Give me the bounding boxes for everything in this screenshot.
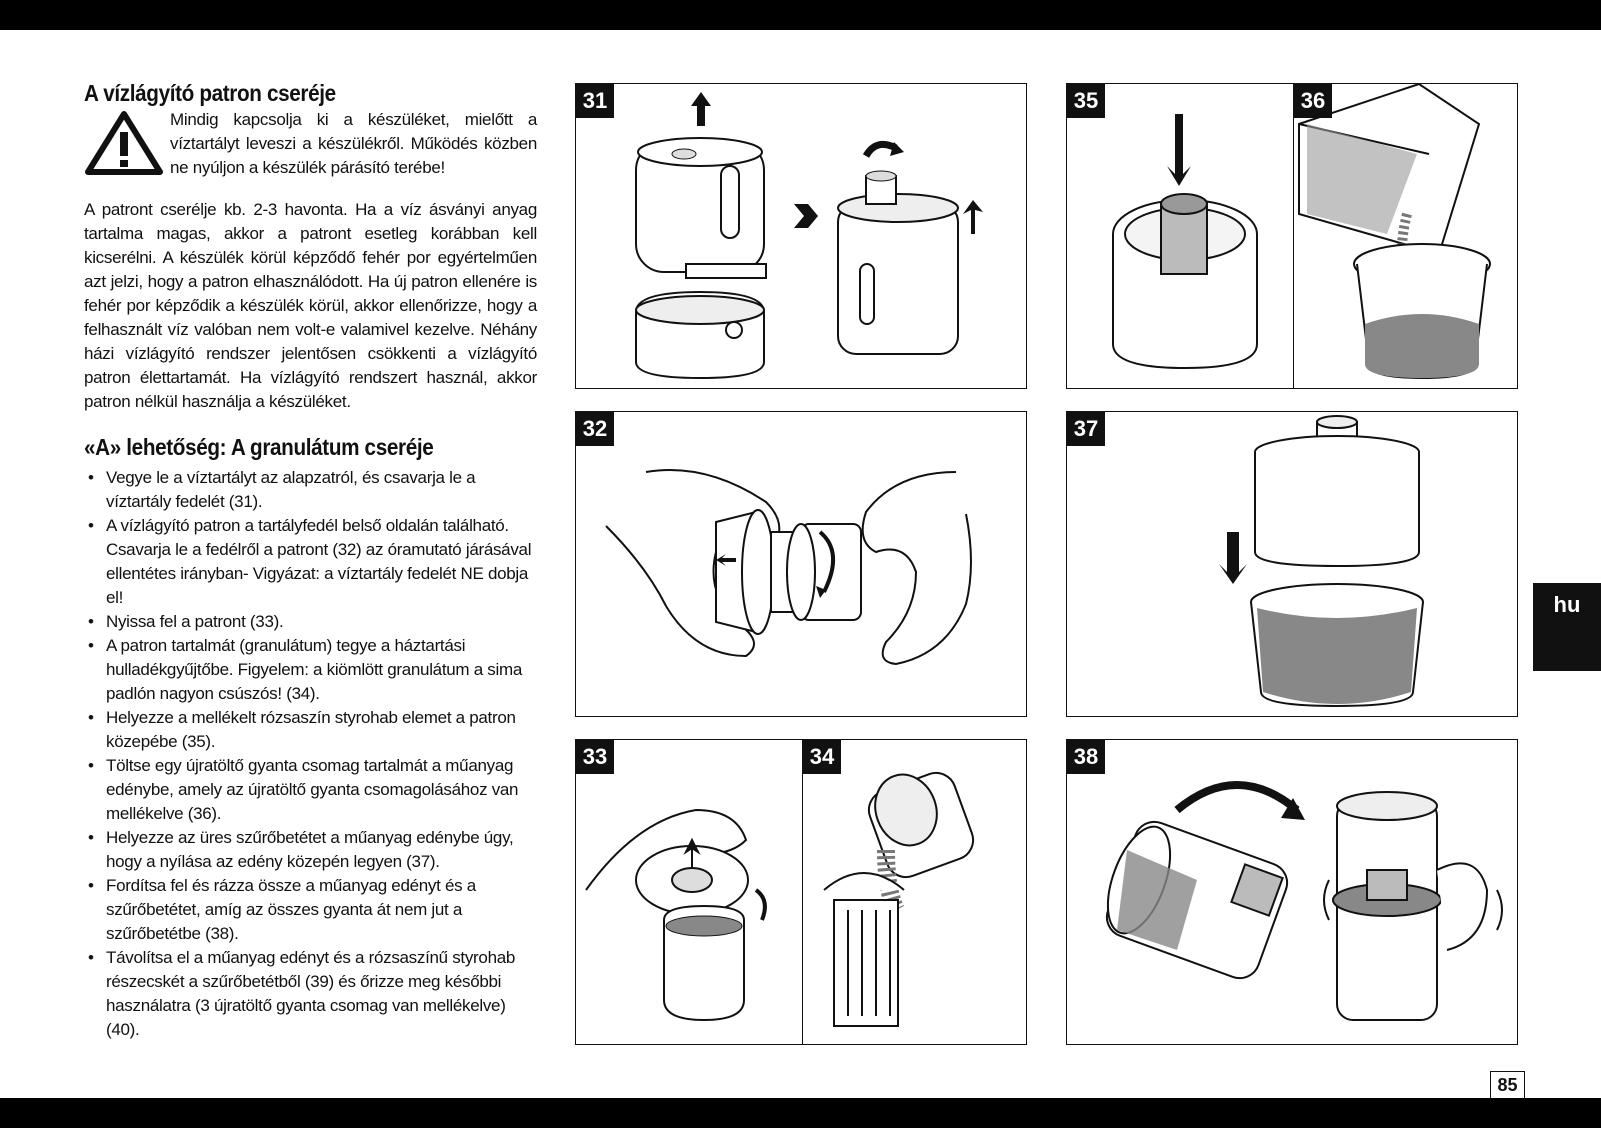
figure-number: 35 — [1067, 84, 1105, 118]
list-item: • Nyissa fel a patront (33). — [84, 610, 537, 634]
figure-number: 31 — [576, 84, 614, 118]
instruction-list — [84, 466, 537, 1042]
figure-number: 36 — [1294, 84, 1332, 118]
figure-number: 37 — [1067, 412, 1105, 446]
figure-number: 34 — [803, 740, 841, 774]
list-item: • Távolítsa el a műanyag edényt és a rózsaszínű styrohab részecskét a szűrőbetétből (39) és őrizze meg későbbi használatra (3 újratöltő gyanta csomag van mellékelve) (40). — [84, 946, 537, 1042]
language-tab: hu — [1533, 583, 1601, 671]
warning-text: Mindig kapcsolja ki a készüléket, mielőtt a víztartályt leveszi a készülékről. Működés közben ne nyúljon a készülék párásító terébe! — [170, 110, 537, 177]
list-item: • Helyezze a mellékelt rózsaszín styrohab elemet a patron közepébe (35). — [84, 706, 537, 754]
list-item: • Töltse egy újratöltő gyanta csomag tartalmát a műanyag edénybe, amely az újratöltő gyanta csomagolásához van mellékelve (36). — [84, 754, 537, 826]
shake-container-illustration — [1067, 740, 1519, 1046]
figure-number: 33 — [576, 740, 614, 774]
place-cartridge-illustration — [1067, 412, 1519, 718]
top-bar — [0, 0, 1601, 30]
page-number: 85 — [1490, 1071, 1525, 1098]
text-column — [84, 78, 537, 1042]
figure-33-34-panel — [575, 739, 1027, 1045]
figure-number: 38 — [1067, 740, 1105, 774]
figure-38-panel — [1066, 739, 1518, 1045]
list-item: • A patron tartalmát (granulátum) tegye a háztartási hulladékgyűjtőbe. Figyelem: a kiömlött granulátum a sima padlón nagyon csúszós! (34). — [84, 634, 537, 706]
list-item: • Helyezze az üres szűrőbetétet a műanyag edénybe úgy, hogy a nyílása az edény közepén legyen (37). — [84, 826, 537, 874]
warning-block — [84, 108, 537, 180]
warning-triangle-icon — [84, 110, 164, 176]
list-item: • Fordítsa fel és rázza össze a műanyag edényt és a szűrőbetétet, amíg az összes gyanta át nem jut a szűrőbetétbe (38). — [84, 874, 537, 946]
figure-37-panel — [1066, 411, 1518, 717]
open-and-empty-illustration — [576, 740, 1028, 1046]
list-item: • A vízlágyító patron a tartályfedél belső oldalán található. Csavarja le a fedélről a patront (32) az óramutató járásával ellentétes irányban- Vigyázat: a víztartály fedelét NE dobja el! — [84, 514, 537, 610]
tank-removal-illustration — [576, 84, 1028, 390]
intro-paragraph: A patront cserélje kb. 2-3 havonta. Ha a víz ásványi anyag tartalma magas, akkor a patront esetleg korábban kell kicserélni. A készülék körül képződő fehér por egyértelműen azt jelzi, hogy a patron elhasználódott. Ha új patron ellenére is fehér por képződik a készülék körül, akkor ellenőrizze, hogy a felhasznált víz valóban nem volt-e valamivel kezelve. Néhány házi vízlágyító rendszer jelentősen csökkenti a vízlágyító patron élettartamát. Ha vízlágyító rendszert használ, akkor patron nélkül használja a készüléket. — [84, 200, 537, 411]
insert-and-fill-illustration — [1067, 84, 1519, 390]
subsection-title: «A» lehetőség: A granulátum cseréje — [84, 434, 434, 460]
section-title: A vízlágyító patron cseréje — [84, 80, 336, 106]
figure-35-36-panel — [1066, 83, 1518, 389]
figure-32-panel — [575, 411, 1027, 717]
figure-31-panel — [575, 83, 1027, 389]
cartridge-unscrew-illustration — [576, 412, 1028, 718]
bottom-bar — [0, 1098, 1601, 1128]
figure-number: 32 — [576, 412, 614, 446]
list-item: • Vegye le a víztartályt az alapzatról, és csavarja le a víztartály fedelét (31). — [84, 466, 537, 514]
